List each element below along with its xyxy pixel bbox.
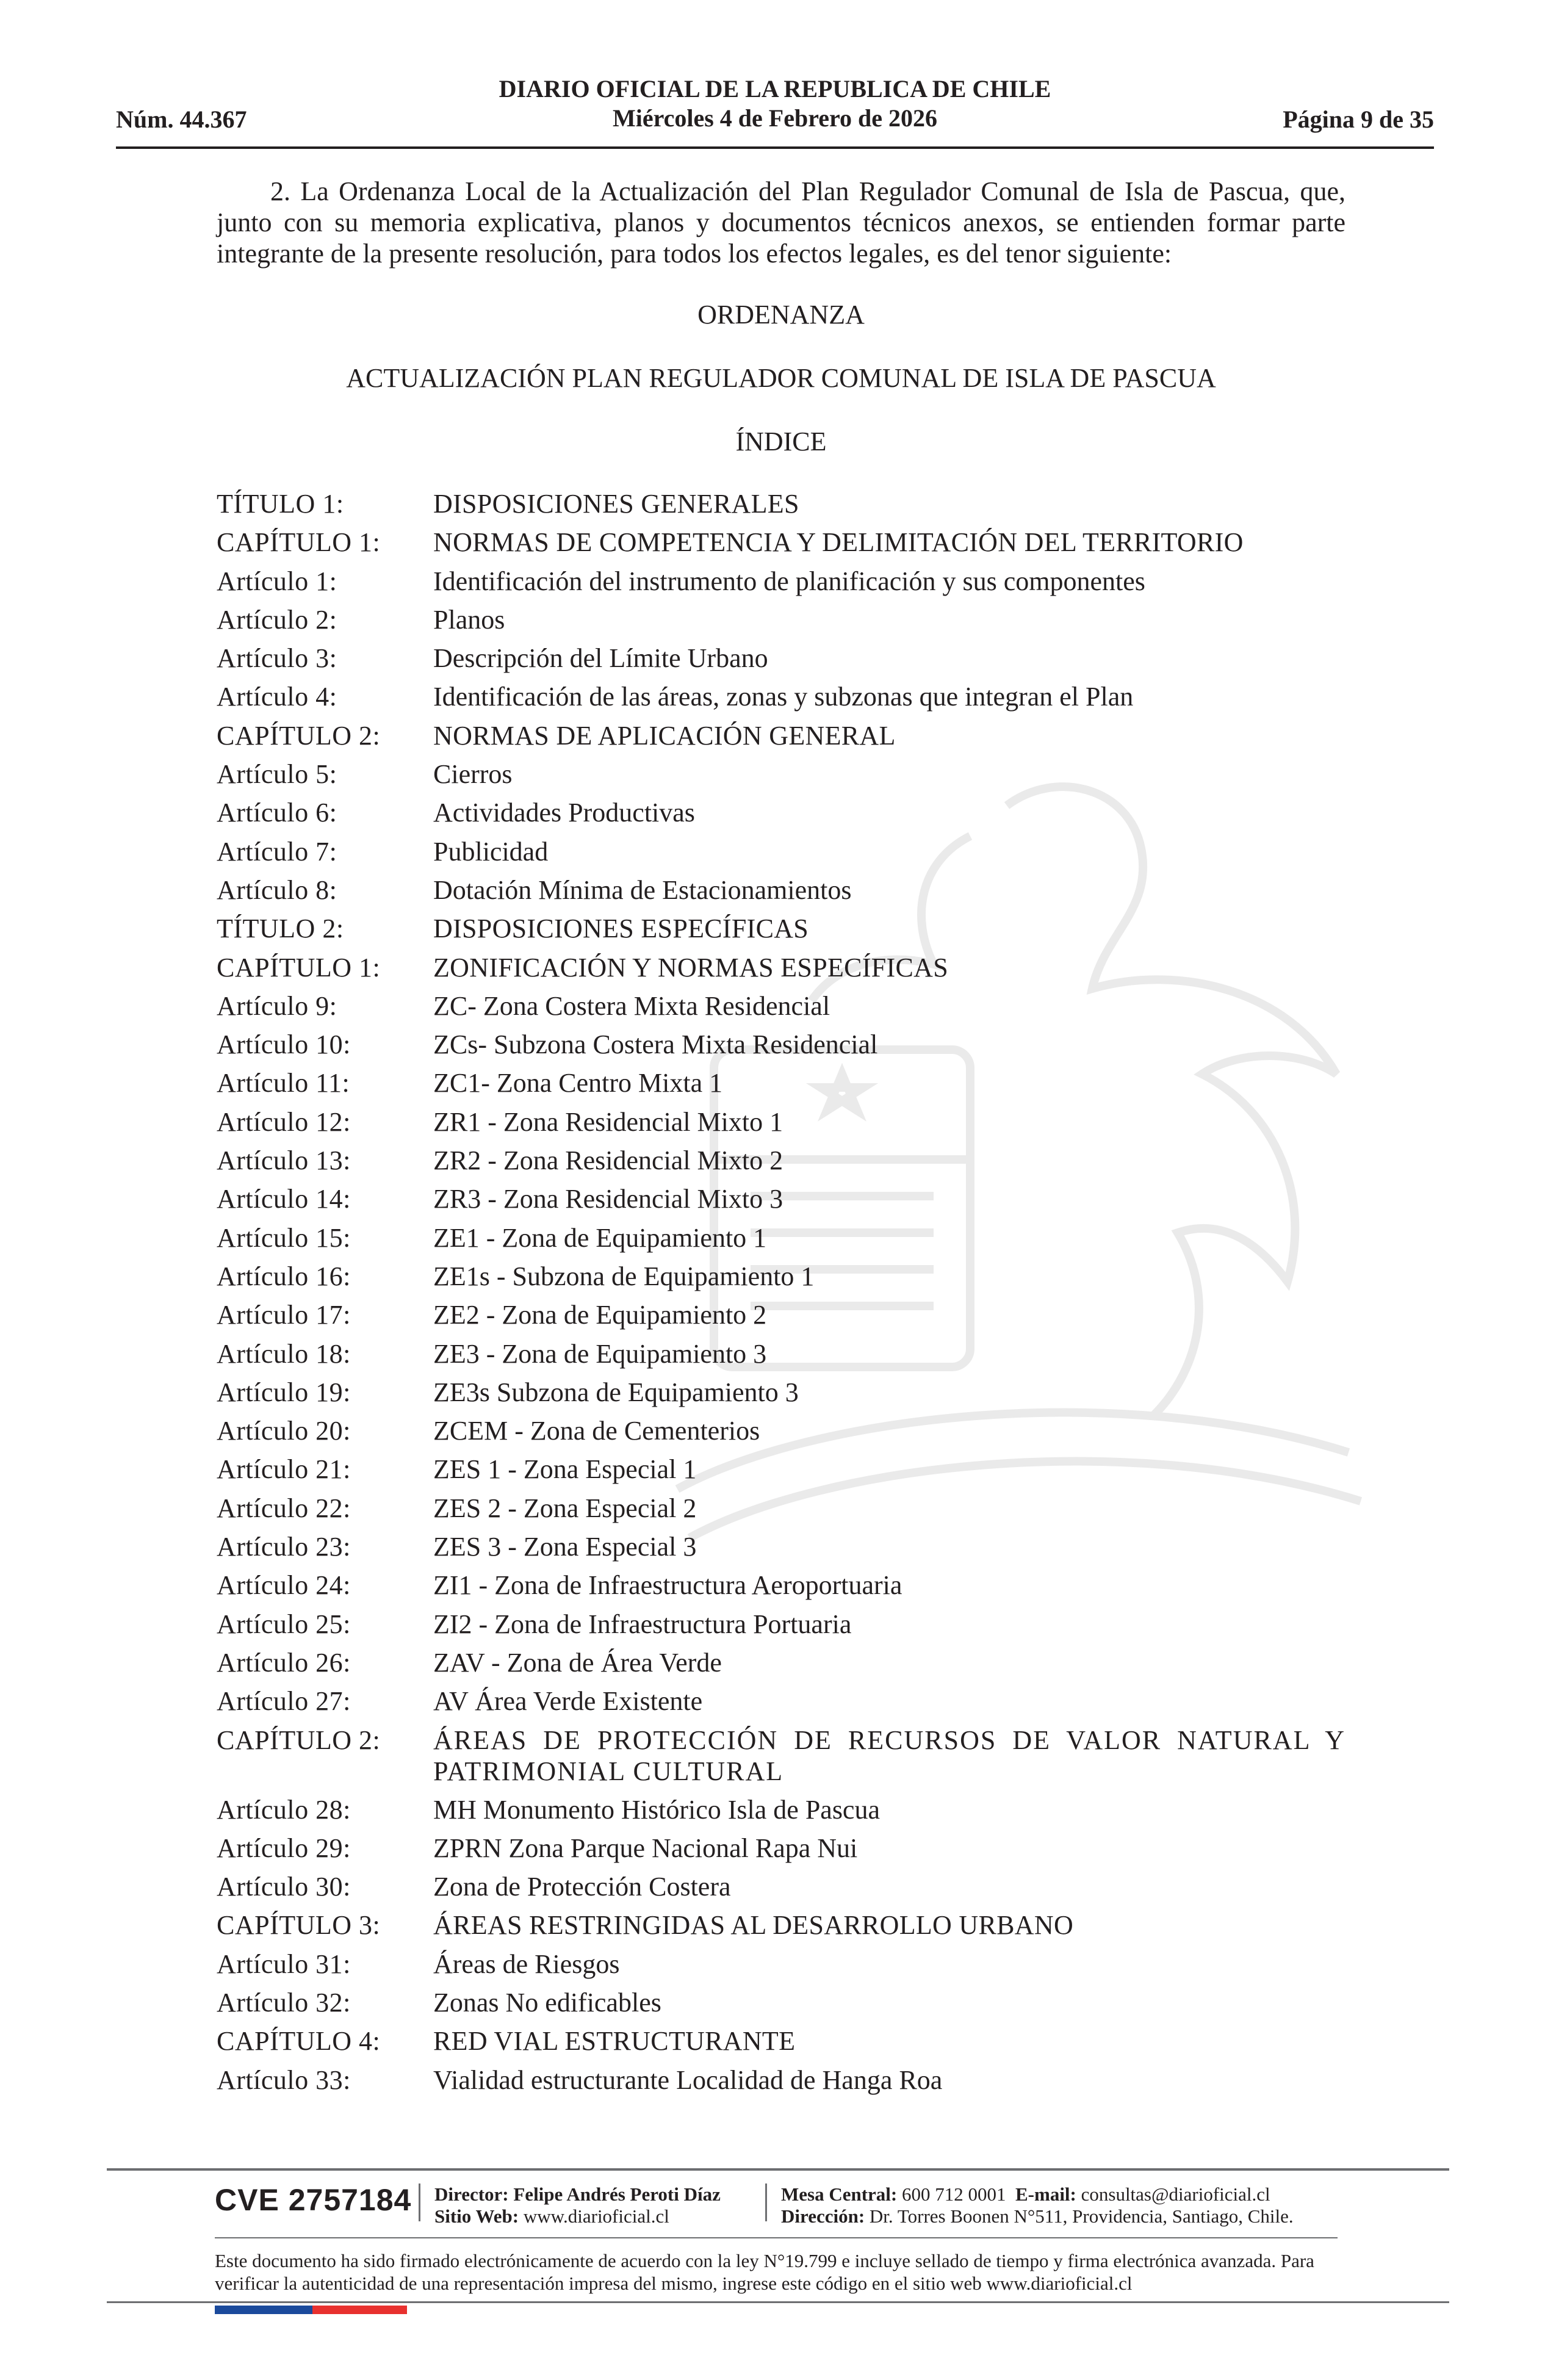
legal-notice: Este documento ha sido firmado electrónicamente de acuerdo con la ley N°19.799 e incluye sellado de tiempo y firma electrónica avanzada. Para verificar la autenticidad de una representación impresa del mismo, ingrese este código en el sitio web www.diarioficial.cl [215,2250,1314,2294]
index-entry-title: MH Monumento Histórico Isla de Pascua [433,1794,880,1825]
index-entry-title: ZI1 - Zona de Infraestructura Aeroportuaria [433,1570,902,1601]
index-entry-title: NORMAS DE COMPETENCIA Y DELIMITACIÓN DEL TERRITORIO [433,527,1244,558]
index-entry [217,990,1345,1029]
email-address[interactable]: consultas@diarioficial.cl [1081,2183,1270,2205]
site-url[interactable]: www.diarioficial.cl [523,2205,669,2227]
publication-name: DIARIO OFICIAL DE LA REPUBLICA DE CHILE [499,75,1051,103]
index-entry-label: Artículo 13: [217,1145,351,1176]
director-label: Director: [434,2183,509,2205]
index-entry-label: CAPÍTULO 1: [217,952,381,983]
index-entry-title: ZES 2 - Zona Especial 2 [433,1493,697,1523]
index-entry [217,643,1345,681]
index-entry-title: Identificación del instrumento de planificación y sus componentes [433,566,1145,596]
index-entry [217,952,1345,990]
index-entry-title: ZPRN Zona Parque Nacional Rapa Nui [433,1833,858,1863]
index-entry-label: Artículo 24: [217,1570,351,1601]
index-entry-label: Artículo 16: [217,1261,351,1291]
index-entry [217,1871,1345,1909]
index-entry [217,1454,1345,1492]
index-entry [217,1833,1345,1871]
index-entry [217,759,1345,797]
index-entry-label: Artículo 20: [217,1416,351,1446]
index-entry [217,797,1345,835]
index-entry [217,1609,1345,1647]
index-entry [217,1686,1345,1724]
index-entry [217,1183,1345,1222]
index-entry-label: Artículo 15: [217,1222,351,1253]
index-entry-label: Artículo 8: [217,874,337,905]
index-entry-title: Dotación Mínima de Estacionamientos [433,874,852,905]
index-entry-label: Artículo 26: [217,1647,351,1678]
index-entry-title: Áreas de Riesgos [433,1949,620,1979]
index-entry [217,1222,1345,1261]
footer-rule-top [107,2168,1449,2171]
index-entry-title: ZCs- Subzona Costera Mixta Residencial [433,1030,878,1060]
index-entry-label: Artículo 4: [217,682,337,712]
intro-paragraph: 2. La Ordenanza Local de la Actualización del Plan Regulador Comunal de Isla de Pascua, que, junto con su memoria explicativa, planos y documentos técnicos anexos, se entienden formar parte integrante de la presente resolución, para todos los efectos legales, es del tenor siguiente: [217,176,1345,269]
phone-number: 600 712 0001 [902,2183,1006,2205]
index-entry-label: Artículo 9: [217,990,337,1021]
index-entry-title: Zonas No edificables [433,1987,661,2018]
index-entry-label: Artículo 18: [217,1338,351,1369]
index-entry-label: Artículo 31: [217,1949,351,1979]
index-entry [217,2025,1345,2064]
index-entry-title: AV Área Verde Existente [433,1686,703,1717]
index-entry-label: Artículo 21: [217,1454,351,1485]
index-entry [217,1647,1345,1686]
page-header [116,73,1434,149]
index-entry [217,1949,1345,1987]
index-entry-label: Artículo 10: [217,1030,351,1060]
index-entry-label: Artículo 29: [217,1833,351,1863]
flag-stripe-red [312,2306,407,2314]
index-entry [217,1909,1345,1948]
index-entry-title: ZR2 - Zona Residencial Mixto 2 [433,1145,783,1176]
index-entry [217,1261,1345,1299]
heading-actualizacion: ACTUALIZACIÓN PLAN REGULADOR COMUNAL DE ISLA DE PASCUA [346,363,1216,393]
index-entry-label: CAPÍTULO 2: [217,720,381,751]
index-entry-label: Artículo 30: [217,1872,351,1902]
index-entry [217,604,1345,643]
index-entry-label: Artículo 33: [217,2064,351,2095]
index-entry-title: Cierros [433,759,513,790]
index-entry-title: DISPOSICIONES GENERALES [433,489,799,519]
index-entry-label: Artículo 2: [217,604,337,635]
index-entry [217,1570,1345,1608]
index-entry-title: ZC- Zona Costera Mixta Residencial [433,990,830,1021]
index-entry-title: Vialidad estructurante Localidad de Hanga Roa [433,2064,943,2095]
index-entry-label: Artículo 23: [217,1532,351,1562]
index-entry-title: DISPOSICIONES ESPECÍFICAS [433,914,809,944]
heading-ordenanza: ORDENANZA [697,300,865,330]
phone-label: Mesa Central: [781,2183,898,2205]
index-entry-label: Artículo 1: [217,566,337,596]
index-entry-label: CAPÍTULO 2: [217,1725,381,1755]
index-entry-title: ZCEM - Zona de Cementerios [433,1416,760,1446]
index-entry-title: ZI2 - Zona de Infraestructura Portuaria [433,1609,852,1639]
footer-rule-bottom [107,2301,1449,2303]
footer-director-block [434,2183,721,2227]
index-entry [217,1377,1345,1415]
index-entry-label: Artículo 11: [217,1068,350,1098]
index-entry-label: Artículo 17: [217,1300,351,1330]
index-entry-title: Identificación de las áreas, zonas y subzonas que integran el Plan [433,682,1134,712]
index-entry-label: Artículo 6: [217,798,337,828]
index-entry-title: ÁREAS DE PROTECCIÓN DE RECURSOS DE VALOR NATURAL Y PATRIMONIAL CULTURAL [433,1725,1345,1786]
index-entry-title: ZR3 - Zona Residencial Mixto 3 [433,1184,783,1214]
footer-contact-block [781,2183,1294,2227]
index-entry [217,1338,1345,1377]
index-entry-title: ZES 1 - Zona Especial 1 [433,1454,697,1485]
index-entry-label: Artículo 14: [217,1184,351,1214]
index-entry [217,1106,1345,1145]
address-text: Dr. Torres Boonen N°511, Providencia, Santiago, Chile. [869,2205,1294,2227]
index-entry-title: Publicidad [433,836,549,867]
index-entry [217,1725,1345,1794]
index-entry-label: Artículo 3: [217,643,337,674]
index-entry-label: Artículo 22: [217,1493,351,1523]
index-entry-title: ZR1 - Zona Residencial Mixto 1 [433,1106,783,1137]
index-entry-label: CAPÍTULO 3: [217,1910,381,1941]
index-entry [217,836,1345,874]
index-entry-label: Artículo 28: [217,1794,351,1825]
index-entry-title: Planos [433,604,505,635]
index-entry-label: Artículo 25: [217,1609,351,1639]
index-entry-title: ÁREAS RESTRINGIDAS AL DESARROLLO URBANO [433,1910,1074,1941]
cve-code: CVE 2757184 [215,2183,412,2217]
email-label: E-mail: [1015,2183,1076,2205]
index-entry [217,1794,1345,1833]
index-entry-title: ZAV - Zona de Área Verde [433,1647,722,1678]
index-entry-label: Artículo 32: [217,1987,351,2018]
index-entry [217,1029,1345,1067]
index-entry-title: ZES 3 - Zona Especial 3 [433,1532,697,1562]
index-entry-title: ZE1s - Subzona de Equipamiento 1 [433,1261,815,1291]
index-entry-title: NORMAS DE APLICACIÓN GENERAL [433,720,896,751]
director-name: Felipe Andrés Peroti Díaz [513,2183,721,2205]
index-entry-title: ZE1 - Zona de Equipamiento 1 [433,1222,767,1253]
footer-rule-mid [215,2237,1338,2238]
index-entry-title: ZONIFICACIÓN Y NORMAS ESPECÍFICAS [433,952,948,983]
index-entry-label: Artículo 27: [217,1686,351,1717]
index-entry-title: ZC1- Zona Centro Mixta 1 [433,1068,723,1098]
index-entry [217,1531,1345,1570]
index-entry [217,681,1345,719]
index-entry-label: Artículo 7: [217,836,337,867]
index-entry-title: Zona de Protección Costera [433,1872,731,1902]
issue-number: Núm. 44.367 [116,106,247,133]
index-entry [217,488,1345,527]
index-entry-title: ZE3 - Zona de Equipamiento 3 [433,1338,767,1369]
index-entry [217,1987,1345,2025]
index-entry [217,1067,1345,1106]
publication-block [116,74,1434,133]
index-list [217,488,1345,2103]
index-entry [217,1145,1345,1183]
index-entry [217,527,1345,565]
index-entry-label: Artículo 12: [217,1106,351,1137]
index-entry [217,1493,1345,1531]
index-entry-label: CAPÍTULO 1: [217,527,381,558]
page-indicator: Página 9 de 35 [1283,106,1434,133]
index-entry-label: Artículo 19: [217,1377,351,1407]
footer-divider [765,2183,767,2221]
index-entry-label: Artículo 5: [217,759,337,790]
index-entry-title: RED VIAL ESTRUCTURANTE [433,2026,796,2057]
publication-date: Miércoles 4 de Febrero de 2026 [612,104,938,132]
index-entry-title: ZE3s Subzona de Equipamiento 3 [433,1377,799,1407]
index-entry [217,1299,1345,1338]
index-entry-title: Descripción del Límite Urbano [433,643,768,674]
index-entry [217,720,1345,759]
index-entry [217,913,1345,951]
site-label: Sitio Web: [434,2205,519,2227]
index-entry-label: TÍTULO 1: [217,489,344,519]
index-entry-label: TÍTULO 2: [217,914,344,944]
heading-indice: ÍNDICE [735,427,827,456]
index-entry [217,874,1345,913]
index-entry-title: Actividades Productivas [433,798,695,828]
index-entry [217,2064,1345,2103]
index-entry-title: ZE2 - Zona de Equipamiento 2 [433,1300,767,1330]
index-entry [217,1415,1345,1454]
address-label: Dirección: [781,2205,865,2227]
footer-divider [419,2183,420,2221]
index-entry [217,566,1345,604]
flag-stripe-blue [215,2306,312,2314]
index-entry-label: CAPÍTULO 4: [217,2026,381,2057]
